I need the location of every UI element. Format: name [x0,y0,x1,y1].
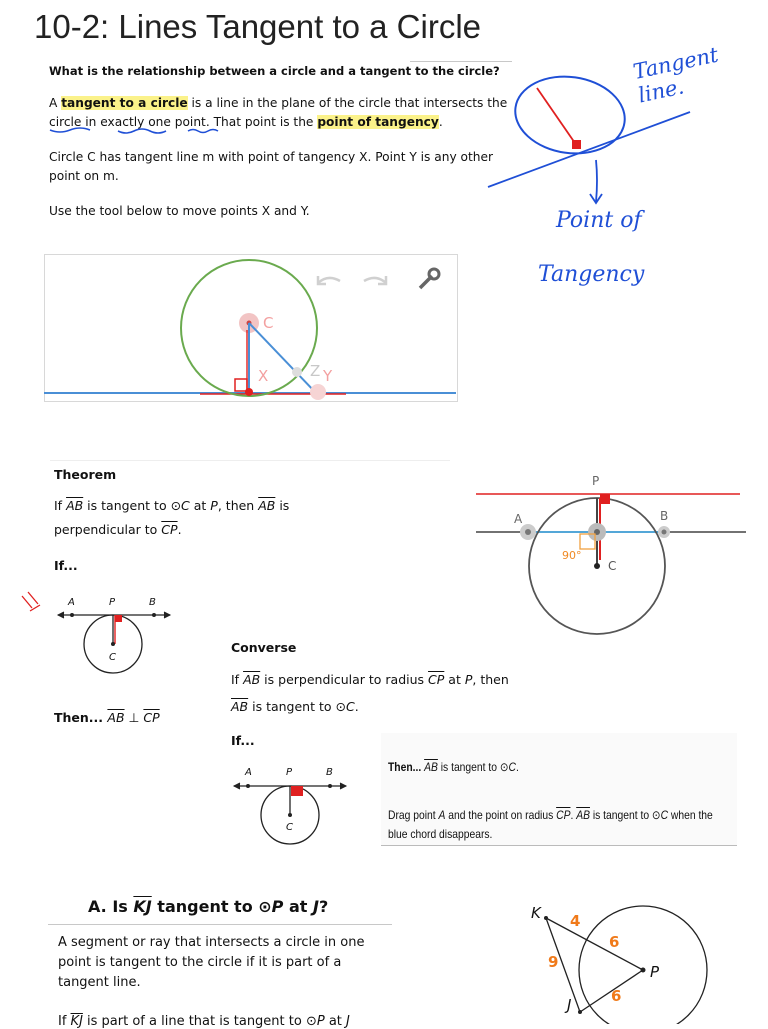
theorem-label-b: B [660,509,669,523]
line-ab-symbol: $\overline{AB}$ [258,498,276,513]
theorem-statement [54,494,289,542]
converse-right-angle-mark [291,786,303,796]
part-a-heading [88,897,328,916]
theorem-heading: Theorem [54,467,117,482]
theorem-point-p-mark [600,494,610,504]
text: P [316,1014,325,1029]
text: . [515,760,519,774]
text: If [54,498,67,513]
line-ab-symbol: $\overline{AB}$ [424,760,438,774]
text: A segment or ray that intersects a circle in one [58,935,365,950]
line-ab-symbol: $\overline{AB}$ [243,672,261,687]
tool-label-c: C [263,314,274,332]
theorem-label-c: C [608,559,617,573]
hand-underline [188,130,218,133]
redo-icon[interactable] [364,278,386,283]
converse-label-p: P [286,767,293,778]
text: . [177,522,182,537]
desc-line-1: Circle C has tangent line m with point of tangency X. Point Y is any other [49,150,494,164]
text: J [313,897,319,916]
line-ab-symbol: $\overline{AB}$ [107,710,125,725]
text: when the [668,808,713,822]
converse-heading: Converse [231,640,297,655]
handnote-tangent-line: Tangent line. [631,42,721,108]
segment-kj-symbol: $\overline{KJ}$ [70,1014,83,1029]
tool-label-z: Z [310,362,321,380]
text: is [275,498,290,513]
hand-underline [50,128,90,132]
small-point-a [70,613,74,617]
tool-right-angle-mark [235,379,247,391]
page-title: 10-2: Lines Tangent to a Circle [34,8,481,45]
segment-kj-symbol: $\overline{KJ}$ [133,897,152,916]
kj-circle [579,906,707,1024]
text: at [283,897,313,916]
text: and the point on radius [445,808,557,822]
text: is part of a line that is tangent to ⊙ [82,1014,317,1029]
def-text: . [438,115,443,129]
part-a-body [58,933,388,993]
text: C [660,808,669,822]
hand-underline [118,129,166,133]
part-a-followup [58,1014,350,1029]
kj-point-k [544,916,548,920]
kj-segment-kp [546,918,643,970]
text: , then [472,672,509,687]
tool-instruction: Use the tool below to move points X and Y. [49,204,310,218]
theorem-angle-label: 90° [562,549,582,562]
converse-label-b: B [326,767,333,778]
text: A [438,808,446,822]
text: at [189,498,211,513]
def-text: is a line in the plane of the circle that intersects the [187,96,508,110]
small-label-p: P [109,597,116,608]
undo-icon[interactable] [318,278,340,283]
theorem-point-c[interactable] [594,563,600,569]
kj-length-xp: 6 [609,933,620,951]
small-label-b: B [149,597,156,608]
point-term-highlight: point of tangency [317,115,439,129]
def-text: A [49,96,62,110]
text: perpendicular to [54,522,162,537]
converse-label-c: C [286,822,293,833]
tool-point-x[interactable] [245,388,253,396]
small-point-b [152,613,156,617]
question-heading: What is the relationship between a circle and a tangent to the circle? [49,64,500,78]
text: blue chord disappears. [388,827,493,841]
wrench-icon[interactable] [420,269,439,288]
perp-symbol: ⊥ [124,710,144,725]
kj-label-j: J [567,996,572,1014]
text: C [508,760,516,774]
text: tangent to ⊙ [151,897,272,916]
text: Drag point [388,808,439,822]
line-ab-symbol: $\overline{AB}$ [66,498,84,513]
small-point-c [111,642,115,646]
text: is tangent to ⊙ [437,760,509,774]
tool-point-y[interactable] [310,384,326,400]
text: . [354,699,359,714]
converse-then [388,760,519,774]
sketch-tangent-point [572,140,581,149]
tool-label-y: Y [323,367,333,385]
text: is perpendicular to radius [260,672,429,687]
converse-point-c [288,813,292,817]
text: If [58,1014,71,1029]
sketch-arrow-shaft [596,160,597,202]
small-arrow-right [164,612,170,618]
desc-line-2: point on m. [49,169,119,183]
text: is tangent to ⊙ [589,808,661,822]
theorem-then [54,710,160,725]
kj-length-kj: 9 [548,953,559,971]
sketch-circle [510,70,630,161]
converse-point-b [328,784,332,788]
theorem-point-a-dot [525,529,531,535]
segment-cp-symbol: $\overline{CP}$ [556,808,571,822]
theorem-if-label: If... [54,558,78,573]
segment-cp-symbol: $\overline{CP}$ [143,710,160,725]
handnote-point-of: Point of [556,208,642,233]
text: . [570,808,577,822]
text: P [210,498,218,513]
text: ? [318,897,329,916]
converse-drag-instruction [388,806,732,844]
kj-point-p [641,968,646,973]
text: Then... [54,710,108,725]
text: tangent line. [58,975,141,990]
text: at [444,672,465,687]
segment-cp-symbol: $\overline{CP}$ [428,672,445,687]
text: P [271,897,284,916]
segment-cp-symbol: $\overline{CP}$ [161,522,178,537]
theorem-label-a: A [514,512,523,526]
line-ab-symbol: $\overline{AB}$ [576,808,590,822]
theorem-label-p: P [592,474,600,488]
text: A. Is [88,897,134,916]
tangent-term-highlight: tangent to a circle [61,96,188,110]
converse-statement [231,666,509,720]
small-label-c: C [109,652,116,663]
section-divider [50,460,450,461]
def-text-underlined: circle in exactly one point [49,115,206,129]
small-right-angle-mark [115,615,122,622]
theorem-point-b-dot [662,530,667,535]
small-arrow-left [58,612,64,618]
kj-length-jp: 6 [611,987,622,1005]
line-ab-symbol: $\overline{AB}$ [231,699,249,714]
text: at [324,1014,347,1029]
def-text: . That point is the [205,115,318,129]
text: P [464,672,473,687]
part-a-divider [48,924,392,925]
text: point is tangent to the circle if it is part of a [58,955,342,970]
converse-if-label: If... [231,733,255,748]
converse-point-a [246,784,250,788]
kj-label-p: P [650,963,660,981]
converse-label-a: A [245,767,252,778]
tool-point-z[interactable] [292,367,302,377]
text: is tangent to ⊙ [248,699,346,714]
text: If [231,672,244,687]
handnote-tangency: Tangency [538,262,645,287]
text: Then... [388,760,425,774]
text: is tangent to ⊙ [83,498,182,513]
kj-length-kx: 4 [570,912,581,930]
converse-arrow-right [340,783,346,789]
small-label-a: A [68,597,75,608]
text: C [181,498,190,513]
text: , then [217,498,259,513]
text: J [346,1014,350,1029]
text: C [345,699,355,714]
hand-arrow-icon [22,592,40,611]
sketch-radius [537,88,577,146]
kj-label-k: K [531,904,541,922]
kj-point-j [578,1010,582,1014]
converse-arrow-left [234,783,240,789]
tool-label-x: X [258,367,269,385]
